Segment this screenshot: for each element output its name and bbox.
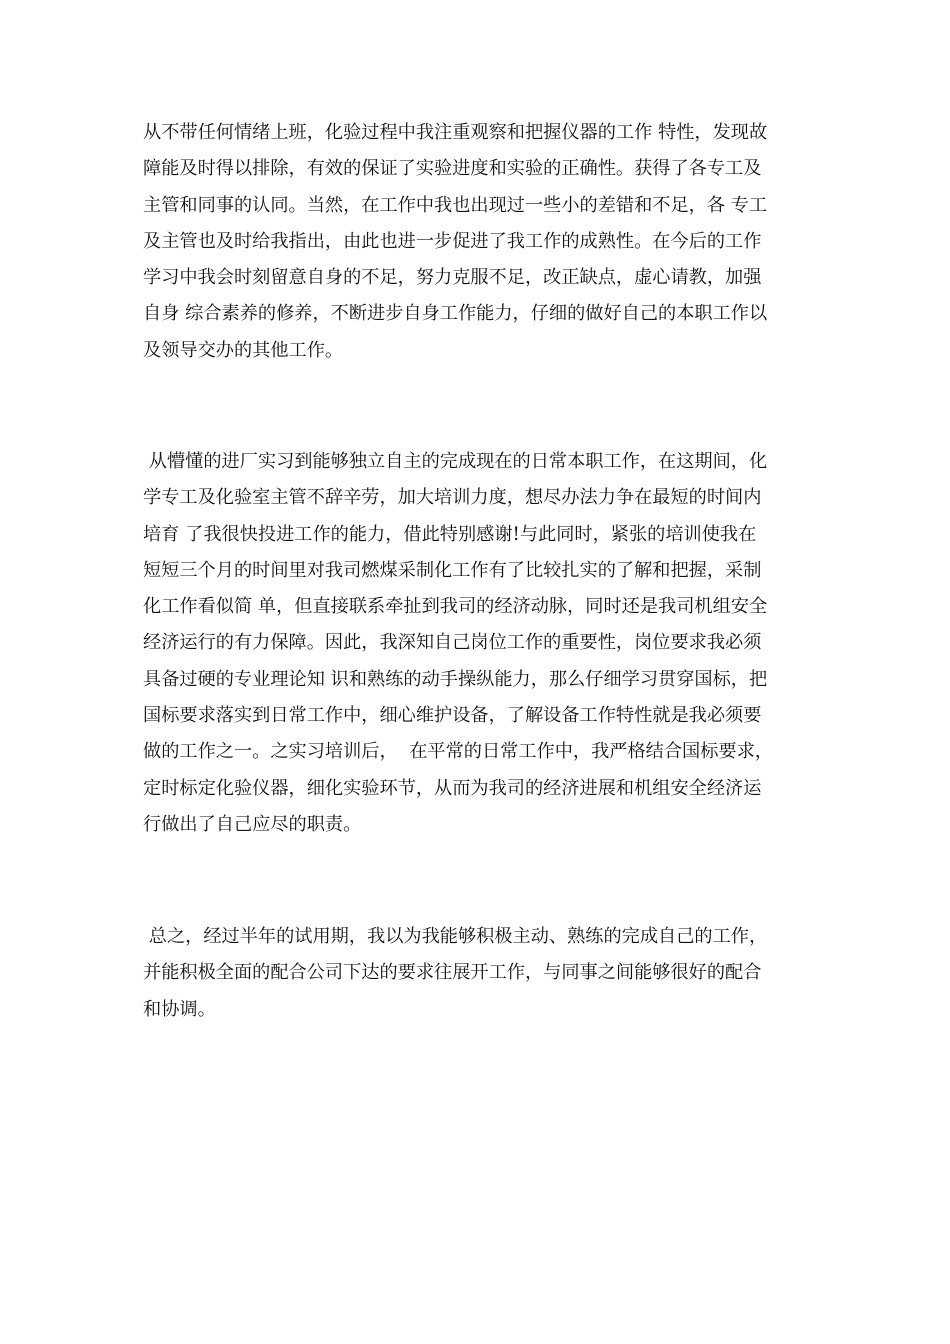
text-line: 从懵懂的进厂实习到能够独立自主的完成现在的日常本职工作，在这期间，化: [143, 451, 768, 472]
text-line: 障能及时得以排除，有效的保证了实验进度和实验的正确性。获得了各专工及: [143, 158, 762, 180]
text-line: 从不带任何情绪上班，化验过程中我注重观察和把握仪器的工作 特性，发现故: [143, 122, 768, 143]
text-line: 及领导交办的其他工作。: [143, 339, 344, 361]
text-line: 行做出了自己应尽的职责。: [143, 813, 362, 835]
text-line: 学专工及化验室主管不辞辛劳，加大培训力度，想尽办法力争在最短的时间内: [143, 487, 762, 509]
text-line: 总之，经过半年的试用期，我以为我能够积极主动、熟练的完成自己的工作，: [143, 926, 768, 947]
text-line: 经济运行的有力保障。因此，我深知自己岗位工作的重要性，岗位要求我必须: [143, 632, 762, 654]
text-line: 国标要求落实到日常工作中，细心维护设备，了解设备工作特性就是我必须要: [143, 705, 762, 727]
text-line: 并能积极全面的配合公司下达的要求往展开工作，与同事之间能够很好的配合: [143, 962, 762, 984]
paragraph-training-experience: [143, 444, 808, 843]
text-line: 定时标定化验仪器，细化实验环节，从而为我司的经济进展和机组安全经济运: [143, 777, 762, 799]
text-line: 具备过硬的专业理论知 识和熟练的动手操纵能力，那么仔细学习贯穿国标，把: [143, 668, 768, 690]
text-line: 学习中我会时刻留意自身的不足，努力克服不足，改正缺点，虚心请教，加强: [143, 267, 762, 289]
text-line: 化工作看似简 单，但直接联系牵扯到我司的经济动脉，同时还是我司机组安全: [143, 596, 768, 618]
text-line: 及主管也及时给我指出，由此也进一步促进了我工作的成熟性。在今后的工作: [143, 230, 762, 252]
text-line: 主管和同事的认同。当然，在工作中我也出现过一些小的差错和不足，各 专工: [143, 194, 768, 216]
text-line: 做的工作之一。之实习培训后， 在平常的日常工作中，我严格结合国标要求，: [143, 741, 773, 763]
text-line: 自身 综合素养的修养，不断进步自身工作能力，仔细的做好自己的本职工作以: [143, 303, 768, 325]
paragraph-lab-work-attitude: [143, 115, 808, 369]
text-line: 短短三个月的时间里对我司燃煤采制化工作有了比较扎实的了解和把握，采制: [143, 559, 762, 581]
text-line: 和协调。: [143, 998, 216, 1020]
text-line: 培育 了我很快投进工作的能力，借此特别感谢!与此同时，紧张的培训使我在: [143, 523, 757, 545]
paragraph-summary: [143, 919, 808, 1028]
